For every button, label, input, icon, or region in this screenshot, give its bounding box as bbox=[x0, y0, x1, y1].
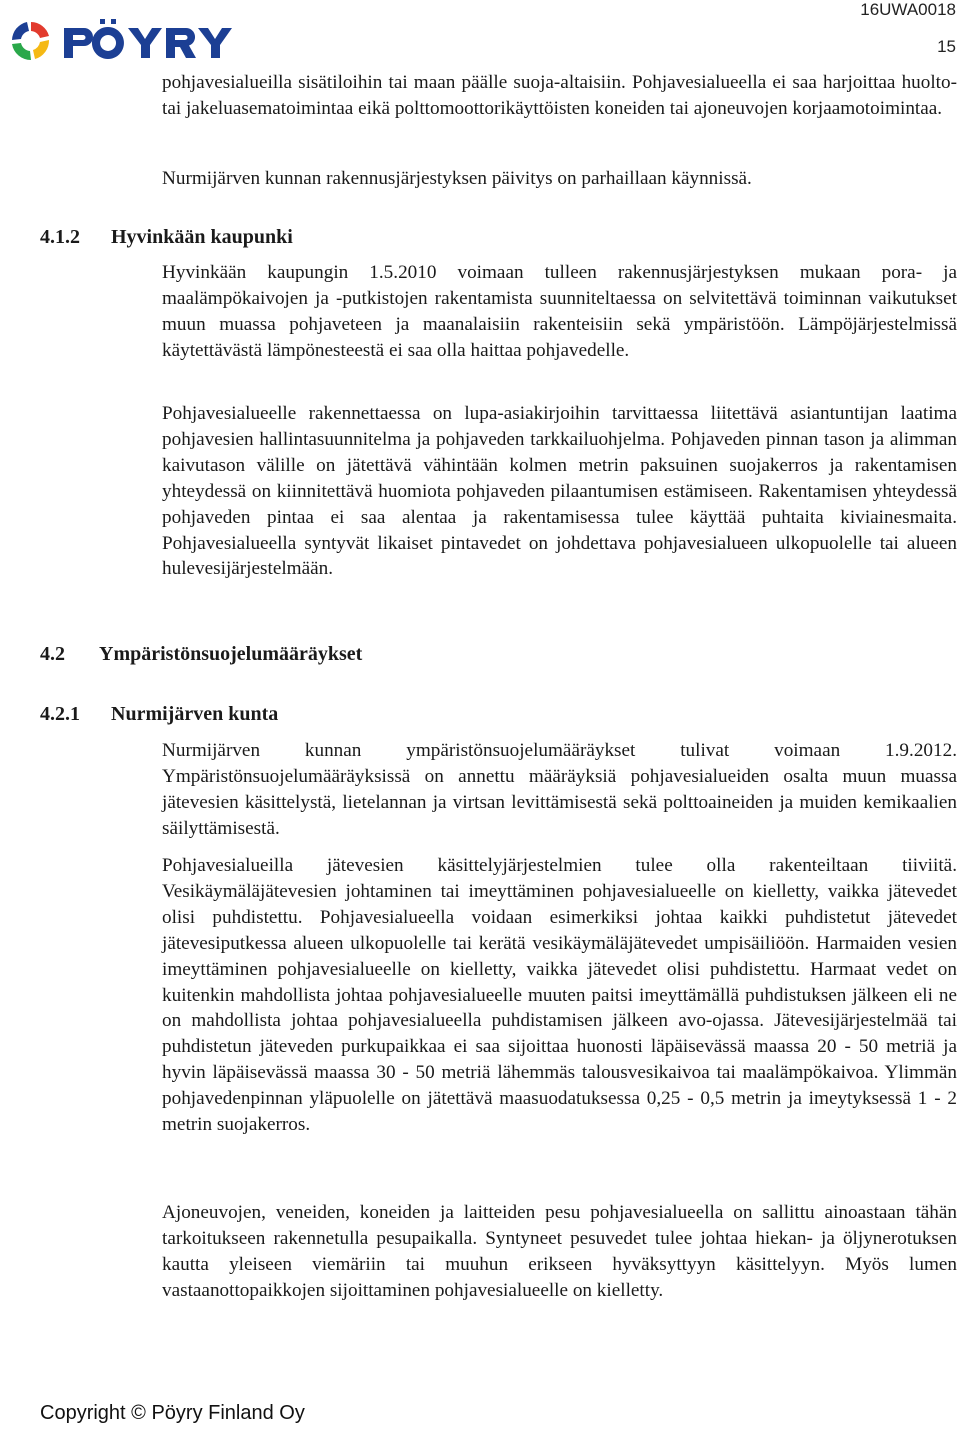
paragraph-nurmijarvi-env-2: Pohjavesialueilla jätevesien käsittelyjärjestelmien tulee olla rakenteiltaan tiiviitä. Vesikäymäläjätevesien johtaminen tai imeyttäminen pohjavesialueelle on kielletty, vaikka jätevedet olisi puhdistettu. Pohjavesialueella voidaan esimerkiksi johtaa kaikki puhdistetut jätevedet jätevesiputkessa alueen ulkopuolelle tai kerätä vesikäymäläjätevedet umpisäiliöön. Harmaiden vesien imeyttäminen pohjavesialueelle on kielletty, vaikka jätevedet olisi puhdistettu. Harmaat vedet on kuitenkin mahdollista johtaa pohjavesialueelle muuten paitsi imeyttämällä puhdistuksen jälkeen eli ne on mahdollista johtaa pohjavesialueella puhdistamisen jälkeen avo-ojassa. Jätevesijärjestelmää tai puhdistetun jäteveden purkupaikkaa ei saa sijoittaa huonosti läpäisevässä maassa 20 - 50 metriä ja hyvin läpäisevässä maassa 30 - 50 metriä lähemmäs talousvesikaivoa tai maalämpökaivoa. Ylimmän pohjavedenpinnan yläpuolelle on jätettävä maasuodatuksessa 0,25 - 0,5 metrin ja imeytyksessä 1 - 2 metrin suojakerros. bbox=[162, 855, 957, 1136]
heading-4-2-1 bbox=[40, 703, 278, 726]
heading-number: 4.2.1 bbox=[40, 703, 80, 725]
poyry-emblem-icon bbox=[12, 22, 49, 60]
heading-title: Ympäristönsuojelumääräykset bbox=[99, 643, 363, 665]
heading-number: 4.1.2 bbox=[40, 226, 80, 248]
heading-number: 4.2 bbox=[40, 643, 65, 665]
paragraph-nurmijarvi-update: Nurmijärven kunnan rakennusjärjestyksen päivitys on parhaillaan käynnissä. bbox=[162, 168, 752, 189]
paragraph-nurmijarvi-env-3: Ajoneuvojen, veneiden, koneiden ja laitteiden pesu pohjavesialueella on sallittu ainoastaan tähän tarkoitukseen rakennetulla pesupaikalla. Syntyneet pesuvedet tulee johtaa hiekan- ja öljynerotuksen kautta yleiseen viemäriin tai muuhun erikseen hyväksyttyyn käsittelyyn. Myös lumen vastaanottopaikkojen sijoittaminen pohjavesialueelle on kielletty. bbox=[162, 1202, 957, 1301]
heading-title: Hyvinkään kaupunki bbox=[111, 226, 293, 248]
poyry-logo bbox=[4, 16, 254, 66]
poyry-wordmark bbox=[64, 19, 232, 59]
footer-copyright: Copyright © Pöyry Finland Oy bbox=[40, 1402, 305, 1424]
heading-title: Nurmijärven kunta bbox=[111, 703, 279, 725]
page-number: 15 bbox=[937, 37, 956, 56]
paragraph-hyvinkaa-1: Hyvinkään kaupungin 1.5.2010 voimaan tulleen rakennusjärjestyksen mukaan pora- ja maalämpökaivojen ja -putkistojen rakentamista suunniteltaessa on selvitettävä toiminnan vaikutukset muun muassa pohjaveteen ja maanalaisiin rakenteisiin sekä ympäristöön. Lämpöjärjestelmissä käytettävästä lämpönesteestä ei saa olla haittaa pohjavedelle. bbox=[162, 262, 957, 361]
heading-4-1-2 bbox=[40, 226, 293, 249]
paragraph-nurmijarvi-env-1: Nurmijärven kunnan ympäristönsuojelumääräykset tulivat voimaan 1.9.2012. Ympäristönsuojelumääräyksissä on annettu määräyksiä pohjavesialueiden osalta muun muassa jätevesien käsittelystä, lietelannan ja virtsan levittämisestä sekä polttoaineiden ja muiden kemikaalien säilyttämisestä. bbox=[162, 740, 957, 839]
heading-4-2 bbox=[40, 643, 362, 666]
paragraph-hyvinkaa-2: Pohjavesialueelle rakennettaessa on lupa-asiakirjoihin tarvittaessa liitettävä asiantuntijan laatima pohjavesien hallintasuunnitelma ja pohjaveden tarkkailuohjelma. Pohjaveden pinnan tason ja alimman kaivutason välille on jätettävä vähintään kolmen metrin paksuinen suojakerros ja rakentamisen yhteydessä on kiinnitettävä huomiota pohjaveden pilaantumisen estämiseen. Rakentamisen yhteydessä pohjaveden pintaa ei saa alentaa ja rakentamisessa tulee käyttää puhtaita kiviainesmaita. Pohjavesialueella syntyvät likaiset pintavedet on johdettava pohjavesialueen ulkopuolelle tai alueen hulevesijärjestelmään. bbox=[162, 403, 957, 580]
paragraph-continuation: pohjavesialueilla sisätiloihin tai maan päälle suoja-altaisiin. Pohjavesialueella ei saa harjoittaa huolto- tai jakeluasematoimintaa eikä polttomoottorikäyttöisten koneiden tai ajoneuvojen korjaamotoimintaa. bbox=[162, 72, 957, 119]
document-id: 16UWA0018 bbox=[860, 0, 956, 19]
